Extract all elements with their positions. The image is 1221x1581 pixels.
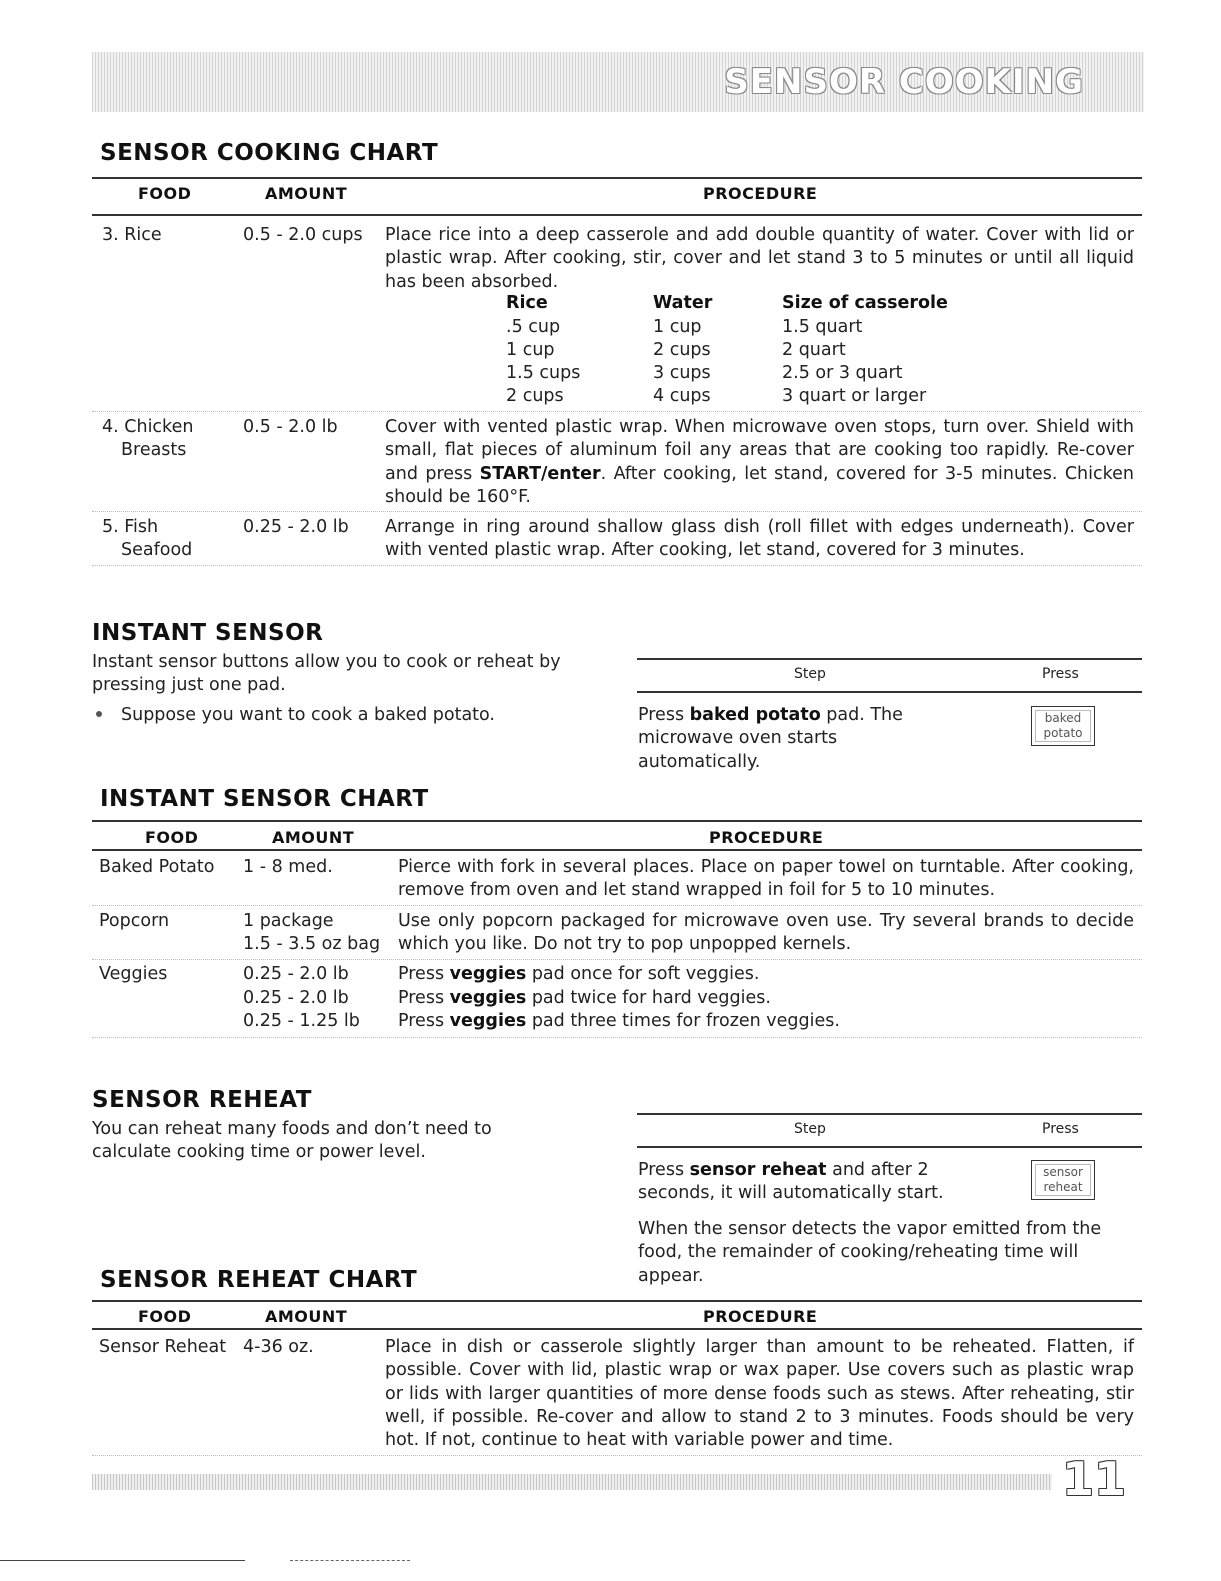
veggies-amount: 0.25 - 2.0 lb xyxy=(243,964,349,984)
press-header: Press xyxy=(1042,1121,1079,1137)
water-cell: 1 cup xyxy=(653,317,702,337)
divider xyxy=(92,1300,1142,1302)
rice-amount: 0.5 - 2.0 cups xyxy=(243,225,363,245)
divider xyxy=(92,177,1142,179)
divider xyxy=(637,691,1142,693)
veggies-food: Veggies xyxy=(99,964,168,984)
start-enter-key-text: START/enter xyxy=(479,463,601,484)
veggies-procedure: Press veggies pad twice for hard veggies. xyxy=(398,988,771,1008)
row-divider xyxy=(92,511,1142,512)
footer-bar xyxy=(92,1474,1052,1490)
water-col-header: Water xyxy=(653,293,713,313)
chicken-amount: 0.5 - 2.0 lb xyxy=(243,417,338,437)
sensor-reheat-intro: You can reheat many foods and don’t need to calculate cooking time or power level. xyxy=(92,1119,492,1163)
row-divider xyxy=(92,1455,1142,1456)
divider xyxy=(92,820,1142,822)
divider xyxy=(637,658,1142,660)
col-procedure-header: PROCEDURE xyxy=(703,1307,818,1326)
step-header: Step xyxy=(794,1121,826,1137)
col-procedure-header: PROCEDURE xyxy=(703,184,818,203)
casserole-cell: 3 quart or larger xyxy=(782,386,927,406)
rice-cell: .5 cup xyxy=(506,317,561,337)
casserole-col-header: Size of casserole xyxy=(782,293,948,313)
potato-procedure: Pierce with fork in several places. Place on paper towel on turntable. After cooking, remove from oven and let stand wrapped in foil for 5 to 10 minutes. xyxy=(398,857,1134,901)
col-amount-header: AMOUNT xyxy=(265,1307,348,1326)
scan-edge xyxy=(290,1560,410,1561)
instant-sensor-intro: Instant sensor buttons allow you to cook or reheat by pressing just one pad. xyxy=(92,652,561,696)
press-header: Press xyxy=(1042,666,1079,682)
fish-procedure: Arrange in ring around shallow glass dish (roll fillet with edges underneath). Cover with vented plastic wrap. After cooking, let stand, covered for 3 minutes. xyxy=(385,517,1134,561)
row-divider xyxy=(92,959,1142,960)
page-title: SENSOR COOKING xyxy=(724,62,1084,102)
row-divider xyxy=(92,565,1142,566)
popcorn-procedure: Use only popcorn packaged for microwave oven use. Try several brands to decide which you like. Do not try to pop unpopped kernels. xyxy=(398,911,1134,955)
popcorn-amount-line2: 1.5 - 3.5 oz bag xyxy=(243,934,381,954)
casserole-cell: 2.5 or 3 quart xyxy=(782,363,903,383)
divider xyxy=(92,849,1142,851)
col-food-header: FOOD xyxy=(138,184,192,203)
veggies-amount: 0.25 - 2.0 lb xyxy=(243,988,349,1008)
casserole-cell: 1.5 quart xyxy=(782,317,863,337)
rice-col-header: Rice xyxy=(506,293,548,313)
instant-sensor-step: Press baked potato pad. The microwave oven starts automatically. xyxy=(638,705,903,772)
water-cell: 4 cups xyxy=(653,386,711,406)
water-cell: 2 cups xyxy=(653,340,711,360)
rice-procedure: Place rice into a deep casserole and add double quantity of water. Cover with lid or plastic wrap. After cooking, stir, cover and let stand 3 to 5 minutes or until all liquid has been absorbed. xyxy=(385,225,1134,292)
popcorn-food: Popcorn xyxy=(99,911,170,931)
popcorn-amount: 1 package xyxy=(243,911,334,931)
rice-cell: 2 cups xyxy=(506,386,564,406)
col-procedure-header: PROCEDURE xyxy=(709,828,824,847)
baked-potato-pad-icon: baked potato xyxy=(1031,706,1095,746)
baked-potato-key-text: baked potato xyxy=(689,705,821,725)
veggies-procedure: Press veggies pad once for soft veggies. xyxy=(398,964,760,984)
divider xyxy=(92,1328,1142,1330)
sensor-chart-title: SENSOR COOKING CHART xyxy=(100,140,439,166)
scan-edge xyxy=(0,1560,245,1561)
instant-chart-title: INSTANT SENSOR CHART xyxy=(100,786,429,812)
sensor-reheat-note: When the sensor detects the vapor emitted from the food, the remainder of cooking/reheating time will appear. xyxy=(638,1219,1102,1286)
fish-amount: 0.25 - 2.0 lb xyxy=(243,517,349,537)
fish-food-line2: Seafood xyxy=(121,540,193,560)
sensor-reheat-step: Press sensor reheat and after 2 seconds, it will automatically start. xyxy=(638,1160,944,1204)
instant-sensor-title: INSTANT SENSOR xyxy=(92,620,324,646)
rice-cell: 1 cup xyxy=(506,340,555,360)
sensor-reheat-pad-icon: sensor reheat xyxy=(1031,1160,1095,1200)
veggies-amount: 0.25 - 1.25 lb xyxy=(243,1011,360,1031)
divider xyxy=(92,214,1142,216)
col-amount-header: AMOUNT xyxy=(265,184,348,203)
chicken-procedure: Cover with vented plastic wrap. When microwave oven stops, turn over. Shield with small, flat pieces of aluminum foil any areas that are cooking too rapidly. Re-cover and press START/enter. After cooking, let stand, covered for 3-5 minutes. Chicken should be 160°F. xyxy=(385,417,1134,507)
col-food-header: FOOD xyxy=(138,1307,192,1326)
sensor-reheat-title: SENSOR REHEAT xyxy=(92,1087,312,1113)
water-cell: 3 cups xyxy=(653,363,711,383)
reheat-chart-title: SENSOR REHEAT CHART xyxy=(100,1267,418,1293)
header-banner xyxy=(92,52,1144,112)
fish-food: 5. Fish xyxy=(102,517,159,537)
divider xyxy=(637,1113,1142,1115)
divider xyxy=(637,1146,1142,1148)
casserole-cell: 2 quart xyxy=(782,340,846,360)
step-header: Step xyxy=(794,666,826,682)
page-number: 11 xyxy=(1062,1452,1127,1506)
rice-food: 3. Rice xyxy=(102,225,162,245)
veggies-procedure: Press veggies pad three times for frozen veggies. xyxy=(398,1011,840,1031)
reheat-amount: 4-36 oz. xyxy=(243,1337,314,1357)
col-food-header: FOOD xyxy=(145,828,199,847)
potato-amount: 1 - 8 med. xyxy=(243,857,333,877)
instant-sensor-bullet: Suppose you want to cook a baked potato. xyxy=(121,705,495,725)
row-divider xyxy=(92,1037,1142,1038)
reheat-procedure: Place in dish or casserole slightly larger than amount to be reheated. Flatten, if possible. Cover with lid, plastic wrap or wax paper. Use covers such as plastic wrap or lids with larger quantities of more dense foods such as stews. After reheating, stir well, if possible. Re-cover and allow to stand 2 to 3 minutes. Foods should be very hot. If not, continue to heat with variable power and time. xyxy=(385,1337,1134,1451)
potato-food: Baked Potato xyxy=(99,857,215,877)
chicken-food: 4. Chicken xyxy=(102,417,194,437)
chicken-food-line2: Breasts xyxy=(121,440,187,460)
col-amount-header: AMOUNT xyxy=(272,828,355,847)
bullet-icon xyxy=(96,711,102,717)
sensor-reheat-key-text: sensor reheat xyxy=(689,1160,827,1180)
row-divider xyxy=(92,905,1142,906)
rice-cell: 1.5 cups xyxy=(506,363,581,383)
row-divider xyxy=(92,411,1142,412)
reheat-food: Sensor Reheat xyxy=(99,1337,227,1357)
